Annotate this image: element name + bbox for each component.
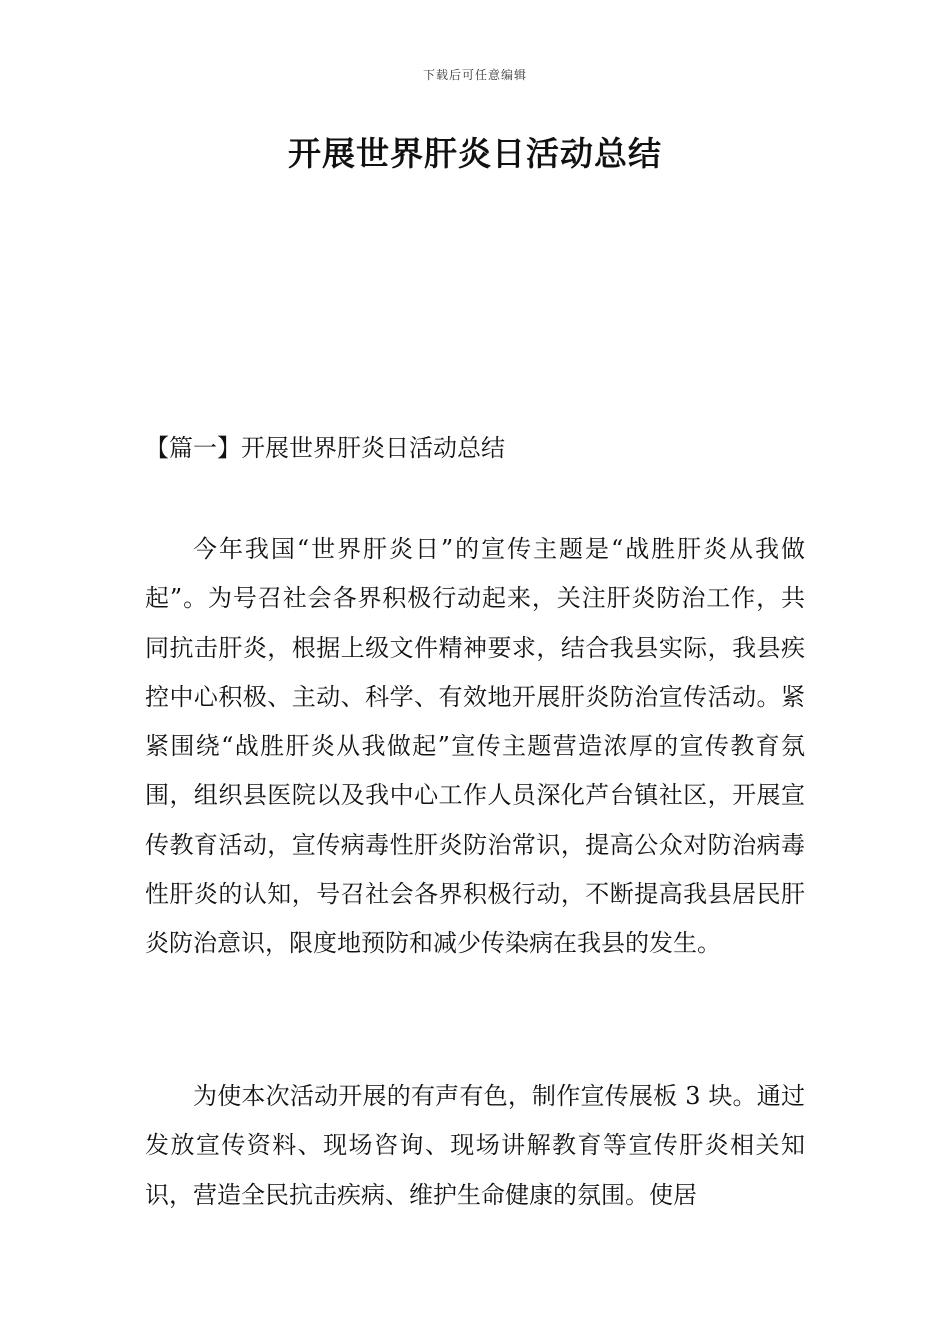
document-title: 开展世界肝炎日活动总结: [288, 134, 662, 173]
section-heading: 【篇一】开展世界肝炎日活动总结: [145, 434, 505, 462]
body-paragraph-2: 为使本次活动开展的有声有色，制作宣传展板 3 块。通过发放宣传资料、现场咨询、现场讲解教育等宣传肝炎相关知识，营造全民抗击疾病、维护生命健康的氛围。使居: [145, 1082, 805, 1209]
body-paragraph-1: 今年我国“世界肝炎日”的宣传主题是“战胜肝炎从我做起”。为号召社会各界积极行动起来，关注肝炎防治工作，共同抗击肝炎，根据上级文件精神要求，结合我县实际，我县疾控中心积极、主动、科学、有效地开展肝炎防治宣传活动。紧紧围绕“战胜肝炎从我做起”宣传主题营造浓厚的宣传教育氛围，组织县医院以及我中心工作人员深化芦台镇社区，开展宣传教育活动，宣传病毒性肝炎防治常识，提高公众对防治病毒性肝炎的认知，号召社会各界积极行动，不断提高我县居民肝炎防治意识，限度地预防和减少传染病在我县的发生。: [145, 535, 805, 958]
header-note: 下载后可任意编辑: [422, 68, 527, 82]
